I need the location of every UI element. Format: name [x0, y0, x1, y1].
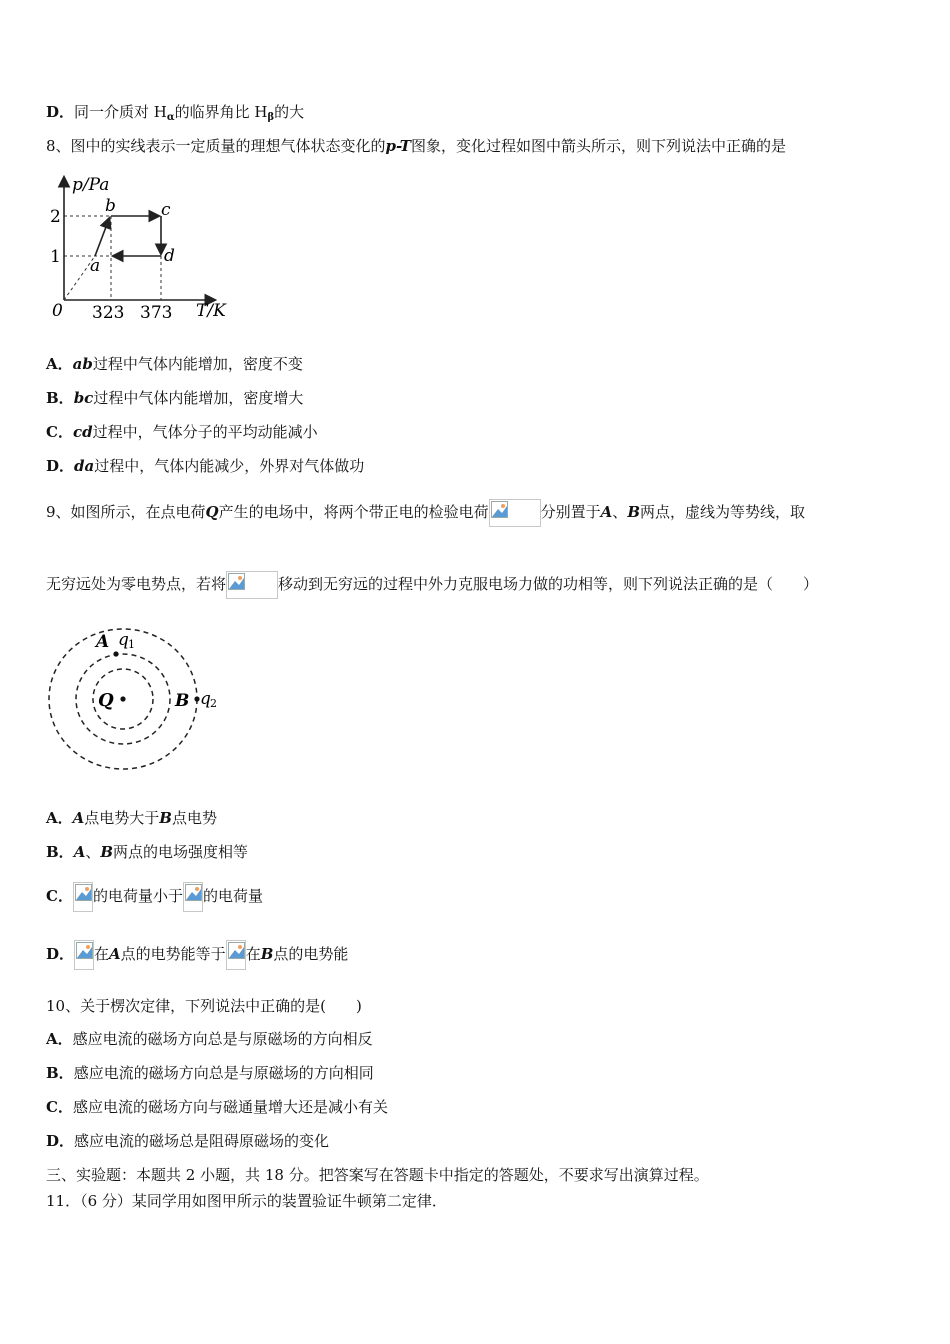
q9-stem-line1: 9、如图所示，在点电荷Q产生的电场中，将两个带正电的检验电荷 分别置于A、B两点，虚线为等势线，取 — [46, 490, 805, 534]
broken-image-icon — [226, 571, 278, 599]
svg-text:2: 2 — [210, 697, 217, 710]
option-label: D． — [46, 103, 75, 121]
svg-text:1: 1 — [128, 638, 135, 651]
point-label: d — [164, 246, 175, 266]
svg-text:q: q — [118, 630, 129, 650]
q9-option-b: B．A、B两点的电场强度相等 — [46, 843, 249, 861]
origin-label: 0 — [52, 301, 63, 321]
broken-image-icon — [74, 940, 94, 970]
x-tick: 323 — [92, 303, 125, 323]
broken-image-icon — [73, 882, 93, 912]
section-heading: 三、实验题：本题共 2 小题，共 18 分。把答案写在答题卡中指定的答题处，不要求写出演算过程。 — [46, 1166, 709, 1184]
y-tick: 2 — [50, 207, 61, 227]
x-tick: 373 — [140, 303, 173, 323]
q10-option-b: B．感应电流的磁场方向总是与原磁场的方向相同 — [46, 1064, 374, 1082]
q9-option-a: A．A点电势大于B点电势 — [46, 809, 217, 827]
q8-option-b: B．bc过程中气体内能增加，密度增大 — [46, 389, 304, 407]
x-axis-label: T/K — [196, 301, 226, 321]
svg-text:Q: Q — [98, 690, 114, 711]
y-tick: 1 — [50, 247, 61, 267]
q10-option-a: A．感应电流的磁场方向总是与原磁场的方向相反 — [46, 1030, 373, 1048]
q7-option-d: D．同一介质对 $H_\alpha$的临界角比 $H_\beta$的大 — [46, 103, 305, 123]
q8-stem: 8、图中的实线表示一定质量的理想气体状态变化的p-T图象，变化过程如图中箭头所示，则下列说法中正确的是 — [46, 137, 786, 155]
q9-option-c: C． 的电荷量小于 的电荷量 — [46, 874, 263, 918]
equipotential-figure — [46, 626, 226, 776]
q10-option-d: D．感应电流的磁场总是阻碍原磁场的变化 — [46, 1132, 330, 1150]
q8-option-c: C．cd过程中，气体分子的平均动能减小 — [46, 423, 318, 441]
y-axis-label: p/Pa — [72, 175, 110, 195]
q9-stem-line2: 无穷远处为零电势点，若将 移动到无穷远的过程中外力克服电场力做的功相等，则下列说法正确的是（ ） — [46, 562, 818, 606]
q8-option-a: A．ab过程中气体内能增加，密度不变 — [46, 355, 303, 373]
process-ab — [95, 219, 109, 256]
svg-text:A: A — [96, 632, 110, 652]
point-label: b — [105, 196, 116, 216]
svg-text:q: q — [200, 689, 211, 709]
q9-option-d: D． 在A点的电势能等于 在B点的电势能 — [46, 932, 348, 976]
q10-option-c: C．感应电流的磁场方向与磁通量增大还是减小有关 — [46, 1098, 388, 1116]
pt-graph — [46, 168, 246, 326]
broken-image-icon — [489, 499, 541, 527]
point-label: c — [161, 200, 171, 220]
broken-image-icon — [183, 882, 203, 912]
q11-stem: 11．（6 分）某同学用如图甲所示的装置验证牛顿第二定律． — [46, 1192, 447, 1210]
q10-stem: 10、关于楞次定律，下列说法中正确的是( ) — [46, 997, 362, 1015]
point-label: a — [90, 256, 101, 276]
q8-option-d: D．da过程中，气体内能减少，外界对气体做功 — [46, 457, 365, 475]
broken-image-icon — [226, 940, 246, 970]
svg-text:B: B — [175, 691, 190, 711]
